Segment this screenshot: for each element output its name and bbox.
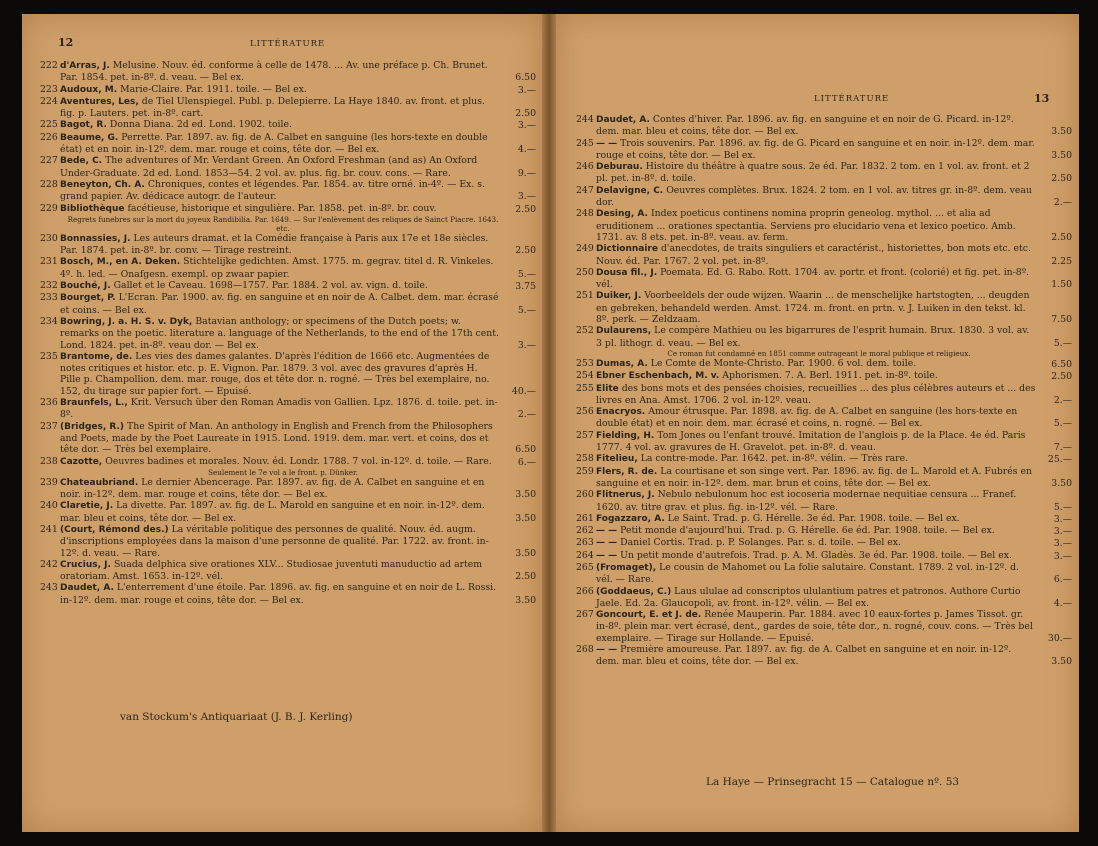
- entry-number: 254: [576, 370, 594, 382]
- entry-price: 2.50: [1051, 173, 1072, 185]
- entry-price: 3.—: [1053, 513, 1072, 525]
- entry-description: facétieuse, historique et singulière. Par. 1858. pet. in-8º. br. couv.: [127, 202, 437, 214]
- entry-number: 222: [40, 60, 58, 71]
- catalogue-entry: [40, 456, 536, 468]
- entry-description: The adventures of Mr. Verdant Green. An Oxford Freshman (and as) An Oxford Under-Graduate. 2d ed. Lond. 1853—54. 2 vol. av. plus. fig. br. couv. cons. — Rare.: [60, 155, 478, 179]
- catalogue-entry: [576, 358, 1072, 370]
- catalogue-entry: [40, 477, 536, 501]
- entry-description: Histoire du théâtre à quatre sous. 2e éd. Par. 1832. 2 tom. en 1 vol. av. front. et 2 pl. pet. in-8º. d. toile.: [596, 161, 1030, 185]
- catalogue-entry: [576, 466, 1072, 490]
- entry-author: Elite: [596, 383, 619, 394]
- entry-number: 255: [576, 382, 594, 394]
- running-head: LITTÉRATURE: [250, 39, 326, 49]
- entry-description: Le Saint. Trad. p. G. Hérelle. 3e éd. Par. 1908. toile. — Bel ex.: [667, 512, 960, 524]
- entry-author: Beaume, G.: [60, 132, 119, 143]
- entry-price: 5.—: [1053, 418, 1072, 430]
- entry-description: Marie-Claire. Par. 1911. toile. — Bel ex.: [120, 83, 307, 95]
- entry-author: Dumas, A.: [596, 358, 648, 369]
- catalogue-entry: [576, 525, 1072, 537]
- catalogue-entry: [576, 609, 1072, 644]
- entry-number: 252: [576, 325, 594, 337]
- entry-description: Aphorismen. 7. A. Berl. 1911. pet. in-8º. toile.: [722, 370, 938, 382]
- catalogue-entry: [576, 562, 1072, 586]
- entry-description: Les vies des dames galantes. D'après l'édition de 1666 etc. Augmentées de notes critiques et histor. etc. p. E. Vignon. Par. 1879. 3 vol. avec des gravures d'après H. Pille p. Champollion. dem. mar. rouge, dos et tête dor. n. rogné. — Très bel exemplaire, no. 152, du tirage sur papier fort. — Epuisé.: [60, 350, 490, 397]
- entry-author: (Fromaget),: [596, 562, 657, 573]
- entry-author: Audoux, M.: [60, 84, 118, 95]
- entry-price: 2.25: [1051, 255, 1072, 267]
- entry-author: Goncourt, E. et J. de.: [596, 610, 702, 621]
- catalogue-entry: [40, 233, 536, 257]
- catalogue-entry: [576, 208, 1072, 243]
- entry-description: Oeuvres complètes. Brux. 1824. 2 tom. en 1 vol. av. titres gr. in-8º. dem. veau dor.: [596, 184, 1032, 209]
- catalogue-entry: [576, 138, 1072, 162]
- catalogue-entry: [576, 453, 1072, 465]
- entry-price: 9.—: [517, 167, 536, 179]
- entry-number: 235: [40, 350, 58, 362]
- entry-description: Trois souvenirs. Par. 1896. av. fig. de G. Picard en sanguine et en noir. in-12º. dem. mar. rouge et coins, tête dor. — Bel ex.: [596, 137, 1035, 161]
- entry-note: Ce roman fut condamné en 1851 comme outrageant le moral publique et religieux.: [667, 348, 971, 358]
- entry-number: 258: [576, 453, 594, 465]
- entry-description: Contes d'hiver. Par. 1896. av. fig. en sanguine et en noir de G. Picard. in-12º. dem. mar. bleu et coins, tête dor. — Bel ex.: [596, 114, 1014, 138]
- entry-author: Chateaubriand.: [60, 477, 139, 488]
- entry-price: 3.50: [1051, 126, 1072, 138]
- entry-price: 3.75: [515, 281, 536, 293]
- entry-number: 227: [40, 155, 58, 167]
- entry-description: Le cousin de Mahomet ou La folie salutaire. Constant. 1789. 2 vol. in-12º. d. vél. — Rare.: [596, 561, 1019, 586]
- entry-number: 253: [576, 357, 594, 369]
- entry-author: Deburau.: [596, 162, 643, 173]
- entry-price: 2.—: [517, 409, 536, 421]
- entry-price: 3.—: [517, 120, 536, 132]
- entry-number: 245: [576, 137, 594, 149]
- catalogue-entry: [40, 155, 536, 179]
- entry-author: (Goddaeus, C.): [596, 586, 672, 597]
- entry-number: 229: [40, 202, 58, 214]
- entry-price: 2.50: [1051, 371, 1072, 383]
- entry-author: Braunfels, L.,: [60, 398, 128, 409]
- entry-description: Krit. Versuch über den Roman Amadis von Gallien. Lpz. 1876. d. toile. pet. in-8º.: [60, 397, 498, 421]
- catalogue-entry: [40, 582, 536, 606]
- entry-description: Donna Diana. 2d ed. Lond. 1902. toile.: [109, 119, 292, 131]
- entry-author: Flers, R. de.: [596, 466, 658, 477]
- catalogue-entry: [40, 316, 536, 351]
- entry-description: La contre-mode. Par. 1642. pet. in-8º. vélin. — Très rare.: [640, 453, 909, 465]
- entry-price: 3.—: [1053, 526, 1072, 538]
- entry-list: [576, 114, 1072, 668]
- entry-description: Daniel Cortis. Trad. p. P. Solanges. Par. s. d. toile. — Bel ex.: [620, 537, 902, 549]
- entry-price: 3.50: [1051, 656, 1072, 668]
- entry-description: de Tiel Ulenspiegel. Publ. p. Delepierre. La Haye 1840. av. front. et plus. fig. p. Lauters. pet. in-8º. cart.: [60, 95, 485, 120]
- catalogue-entry: [576, 406, 1072, 430]
- entry-price: 2.—: [1053, 394, 1072, 406]
- catalogue-entry: [576, 325, 1072, 349]
- entry-note: Regrets funebres sur la mort du joyeux Randibilia. Par. 1649. — Sur l'enlèvement des reliques de Sainct Piacre. 1643. etc.: [67, 214, 499, 233]
- catalogue-entry: [40, 256, 536, 280]
- entry-price: 2.50: [1051, 231, 1072, 243]
- entry-description: La divette. Par. 1897. av. fig. de L. Marold en sanguine et en noir. in-12º. dem. mar. bleu et coins, tête dor. — Bel ex.: [60, 500, 485, 524]
- entry-author: Ebner Eschenbach, M. v.: [596, 371, 720, 382]
- entry-description: Tom Jones ou l'enfant trouvé. Imitation de l'anglois p. de la Place. 4e éd. Paris 1777. 4 vol. av. gravures de H. Gravelot. pet. in-8º. d. veau.: [596, 429, 1026, 454]
- catalogue-entry: [576, 513, 1072, 525]
- entry-number: 257: [576, 429, 594, 441]
- entry-price: 5.—: [517, 268, 536, 280]
- entry-price: 3.50: [515, 512, 536, 524]
- entry-author: Crucius, J.: [60, 559, 111, 570]
- entry-price: 4.—: [517, 144, 536, 156]
- entry-number: 266: [576, 585, 594, 597]
- entry-author: Bourget, P.: [60, 293, 116, 304]
- entry-author: Daudet, A.: [596, 115, 650, 125]
- entry-author: Claretie, J.: [60, 501, 114, 512]
- entry-description: La courtisane et son singe vert. Par. 1896. av. fig. de L. Marold et A. Fubrés en sanguine et en noir. in-12º. dem. mar. brun et coins, tête dor. — Bel ex.: [596, 465, 1032, 489]
- entry-price: 3.50: [515, 489, 536, 501]
- entry-price: 3.50: [1051, 149, 1072, 161]
- catalogue-entry: [40, 421, 536, 456]
- entry-price: 4.—: [1053, 597, 1072, 609]
- entry-number: 261: [576, 512, 594, 524]
- entry-author: d'Arras, J.: [60, 61, 110, 71]
- entry-author: Fitelieu,: [596, 454, 638, 465]
- entry-number: 231: [40, 256, 58, 268]
- entry-number: 267: [576, 609, 594, 621]
- entry-description: La véritable politique des personnes de qualité. Nouv. éd. augm. d'inscriptions employées dans la maison d'une personne de qualité. Par. 1722. av. front. in-12º. d. veau. — Rare.: [60, 523, 489, 559]
- entry-price: 5.—: [1053, 337, 1072, 349]
- entry-price: 3.50: [515, 594, 536, 606]
- entry-author: Duiker, J.: [596, 291, 642, 302]
- entry-number: 236: [40, 397, 58, 409]
- entry-author: Desing, A.: [596, 209, 648, 220]
- entry-description: The Spirit of Man. An anthology in English and French from the Philosophers and Poets, made by the Poet Laureate in 1915. Lond. 1919. dem. mar. vert. et coins, dos et tête dor. — Très bel exemplaire.: [60, 420, 493, 456]
- entry-description: Suada delphica sive orationes XLV... Studiosae juventuti manuductio ad artem oratoriam. Amst. 1653. in-12º. vél.: [60, 558, 483, 583]
- entry-price: 6.50: [1051, 358, 1072, 370]
- entry-price: 2.50: [515, 108, 536, 120]
- entry-author: Flitnerus, J.: [596, 490, 655, 501]
- entry-number: 223: [40, 83, 58, 95]
- page-number: 12: [58, 36, 74, 49]
- entry-price: 3.—: [517, 84, 536, 96]
- entry-author: — —: [596, 550, 618, 561]
- catalogue-entry: [40, 500, 536, 524]
- entry-number: 225: [40, 119, 58, 131]
- entry-description: Oeuvres badines et morales. Nouv. éd. Londr. 1788. 7 vol. in-12º. d. toile. — Rare.: [105, 455, 492, 467]
- entry-author: Fogazzaro, A.: [596, 513, 665, 524]
- catalogue-entry: [576, 586, 1072, 610]
- catalogue-entry: [40, 96, 536, 120]
- entry-author: Bagot, R.: [60, 120, 107, 131]
- catalogue-entry: [576, 430, 1072, 454]
- entry-number: 256: [576, 406, 594, 418]
- entry-author: Beneyton, Ch. A.: [60, 179, 145, 190]
- catalogue-entry: [576, 383, 1072, 407]
- entry-description: Poemata. Ed. G. Rabo. Rott. 1704. av. portr. et front. (colorié) et fig. pet. in-8º. vél.: [596, 266, 1030, 291]
- entry-number: 224: [40, 95, 58, 107]
- entry-author: Brantome, de.: [60, 351, 133, 362]
- entry-author: Bibliothèque: [60, 203, 125, 214]
- entry-author: — —: [596, 526, 618, 537]
- entry-note: Seulement le 7e vol a le front. p. Dünker.: [208, 467, 358, 477]
- entry-author: Bowring, J. a. H. S. v. Dyk,: [60, 316, 193, 327]
- entry-price: 3.50: [1051, 477, 1072, 489]
- entry-number: 246: [576, 161, 594, 173]
- entry-description: Gallet et le Caveau. 1698—1757. Par. 1884. 2 vol. av. vign. d. toile.: [113, 280, 428, 292]
- entry-author: Bouché, J.: [60, 281, 111, 292]
- entry-number: 233: [40, 292, 58, 304]
- entry-description: Amour étrusque. Par. 1898. av. fig. de A. Calbet en sanguine (les hors-texte en double état) et en noir. dem. mar. écrasé et coins, n. rogné. — Bel ex.: [596, 406, 1018, 430]
- entry-number: 268: [576, 644, 594, 656]
- book-gutter: [542, 14, 556, 832]
- entry-number: 242: [40, 558, 58, 570]
- entry-number: 262: [576, 525, 594, 537]
- entry-price: 25.—: [1047, 454, 1072, 466]
- entry-number: 238: [40, 455, 58, 467]
- entry-number: 237: [40, 420, 58, 432]
- entry-description: L'enterrement d'une étoile. Par. 1896. av. fig. en sanguine et en noir de L. Rossi. in-12º. dem. mar. rouge et coins, tête dor. — Bel ex.: [60, 582, 497, 606]
- entry-author: Delavigne, C.: [596, 185, 664, 196]
- entry-number: 243: [40, 582, 58, 594]
- catalogue-entry: [40, 559, 536, 583]
- catalogue-entry: [576, 185, 1072, 209]
- entry-price: 5.—: [1053, 501, 1072, 513]
- entry-description: Laus ululae ad conscriptos ululantium patres et patronos. Authore Curtio Jaele. Ed. 2a. Glaucopoli, av. front. in-12º. vélin. — Bel ex.: [596, 585, 1021, 609]
- entry-description: Un petit monde d'autrefois. Trad. p. A. M. Gladès. 3e éd. Par. 1908. toile. — Bel ex.: [620, 549, 1012, 561]
- entry-price: 3.—: [1053, 550, 1072, 562]
- entry-description: des bons mots et des pensées choisies, recueillies ... des plus célèbres auteurs et ... des livres en Ana. Amst. 1706. 2 vol. in-12º. veau.: [596, 382, 1036, 406]
- catalogue-entry: [576, 537, 1072, 549]
- catalogue-entry: [576, 114, 1072, 138]
- entry-author: Aventures, Les,: [60, 96, 139, 107]
- entry-author: Daudet, A.: [60, 583, 114, 594]
- entry-number: 259: [576, 465, 594, 477]
- page-footer: La Haye — Prinsegracht 15 — Catalogue nº. 53: [706, 776, 960, 788]
- catalogue-entry: [40, 280, 536, 292]
- catalogue-entry: [40, 119, 536, 131]
- entry-description: Petit monde d'aujourd'hui. Trad. p. G. Hérelle. 6e éd. Par. 1908. toile. — Bel ex.: [620, 525, 995, 537]
- entry-price: 2.50: [515, 245, 536, 257]
- entry-description: Perrette. Par. 1897. av. fig. de A. Calbet en sanguine (les hors-texte en double état) et en noir. in-12º. dem. mar. rouge et coins, tête dor. — Bel ex.: [60, 131, 488, 156]
- catalogue-entry: [576, 290, 1072, 325]
- entry-description: Chroniques, contes et légendes. Par. 1854. av. titre orné. in-4º. — Ex. s. grand papier. Av. dédicace autogr. de l'auteur.: [60, 178, 485, 203]
- catalogue-entry: [576, 243, 1072, 267]
- catalogue-entry: [576, 161, 1072, 185]
- entry-list: [40, 60, 536, 606]
- entry-number: 249: [576, 243, 594, 255]
- entry-price: 1.50: [1051, 279, 1072, 291]
- entry-price: 2.50: [515, 571, 536, 583]
- entry-price: 7.50: [1051, 314, 1072, 326]
- catalogue-entry: [576, 489, 1072, 513]
- entry-description: d'anecdotes, de traits singuliers et caractérist., historiettes, bon mots etc. etc. Nouv. éd. Par. 1767. 2 vol. pet. in-8º.: [596, 243, 1031, 267]
- entry-number: 230: [40, 232, 58, 244]
- entry-number: 232: [40, 280, 58, 292]
- entry-description: Première amoureuse. Par. 1897. av. fig. de A. Calbet en sanguine et en noir. in-12º. dem. mar. bleu et coins, tête dor. — Bel ex.: [596, 644, 1012, 668]
- right-page: [556, 14, 1079, 832]
- entry-author: Fielding, H.: [596, 430, 655, 441]
- catalogue-entry: [576, 370, 1072, 382]
- entry-description: L'Ecran. Par. 1900. av. fig. en sanguine et en noir de A. Calbet. dem. mar. écrasé et coins. — Bel ex.: [60, 292, 499, 316]
- entry-price: 3.50: [515, 547, 536, 559]
- entry-number: 264: [576, 549, 594, 561]
- entry-number: 226: [40, 131, 58, 143]
- entry-price: 5.—: [517, 304, 536, 316]
- entry-number: 241: [40, 523, 58, 535]
- entry-price: 30.—: [1047, 632, 1072, 644]
- entry-description: Renée Mauperin. Par. 1884. avec 10 eaux-fortes p. James Tissot. gr. in-8º. plein mar. vert écrasé, dent., gardes de soie, tête dor., n. rogné, couv. cons. — Très bel exemplaire. — Tirage sur Hollande. — Epuisé.: [596, 609, 1033, 644]
- catalogue-entry: [40, 179, 536, 203]
- entry-price: 6.50: [515, 72, 536, 84]
- entry-author: Dousa fil., J.: [596, 267, 658, 278]
- entry-price: 2.50: [515, 203, 536, 215]
- entry-price: 3.—: [517, 339, 536, 351]
- entry-number: 239: [40, 476, 58, 488]
- entry-price: 6.—: [1053, 574, 1072, 586]
- entry-author: (Bridges, R.): [60, 421, 125, 432]
- entry-number: 240: [40, 500, 58, 512]
- entry-number: 263: [576, 537, 594, 549]
- catalogue-entry: [576, 644, 1072, 668]
- entry-number: 247: [576, 184, 594, 196]
- entry-description: Nebulo nebulonum hoc est iocoseria modernae nequitiae censura ... Franef. 1620. av. titre grav. et plus. fig. in-12º. vél. — Rare.: [596, 489, 1017, 513]
- entry-price: 2.—: [1053, 197, 1072, 209]
- entry-author: Cazotte,: [60, 456, 103, 467]
- entry-price: 6.—: [517, 456, 536, 468]
- entry-number: 250: [576, 266, 594, 278]
- entry-number: 265: [576, 561, 594, 573]
- catalogue-entry: [40, 397, 536, 421]
- catalogue-entry: [40, 524, 536, 559]
- entry-price: 40.—: [511, 385, 536, 397]
- entry-description: Les auteurs dramat. et la Comédie française à Paris aux 17e et 18e siècles. Par. 1874. pet. in-8º. br. conv. — Tirage restreint.: [60, 232, 489, 257]
- catalogue-entry: [40, 132, 536, 156]
- entry-description: Stichtelijke gedichten. Amst. 1775. m. gegrav. titel d. R. Vinkeles. 4º. h. led. — Onafgesn. exempl. op zwaar papier.: [60, 256, 494, 280]
- entry-description: Melusine. Nouv. éd. conforme à celle de 1478. ... Av. une préface p. Ch. Brunet. Par. 1854. pet. in-8º. d. veau. — Bel ex.: [60, 60, 488, 84]
- entry-author: — —: [596, 538, 618, 549]
- catalogue-entry: [40, 60, 536, 84]
- entry-author: Bosch, M., en A. Deken.: [60, 257, 181, 268]
- entry-description: Index poeticus continens nomina proprin geneolog. mythol. ... et alia ad eruditionem ... orationes spectantia. Serviens pro elucidario vena et lexico poetico. Amb. 1731. av. 8 ets. pet. in-8º. veau. av. ferm.: [596, 208, 1016, 243]
- page-number: 13: [1034, 92, 1050, 105]
- entry-author: Bonnassies, J.: [60, 233, 131, 244]
- entry-price: 3.—: [517, 191, 536, 203]
- entry-number: 260: [576, 489, 594, 501]
- page-footer: van Stockum's Antiquariaat (J. B. J. Kerling): [120, 711, 353, 723]
- entry-number: 251: [576, 290, 594, 302]
- entry-author: — —: [596, 645, 618, 656]
- running-head: LITTÉRATURE: [814, 94, 890, 104]
- entry-number: 228: [40, 178, 58, 190]
- entry-author: (Court, Rémond des.): [60, 524, 169, 535]
- catalogue-entry: [576, 267, 1072, 291]
- entry-price: 7.—: [1053, 442, 1072, 454]
- entry-description: Le compère Mathieu ou les bigarrures de l'esprit humain. Brux. 1830. 3 vol. av. 3 pl. lithogr. d. veau. — Bel ex.: [596, 325, 1030, 349]
- entry-description: Le Comte de Monte-Christo. Par. 1900. 6 vol. dem. toile.: [650, 357, 917, 369]
- catalogue-entry: [40, 351, 536, 397]
- entry-description: Voorbeeldels der oude wijzen. Waarin ... de menschelijke hartstogten, ... deugden en gebreken, behandeld werden. Amst. 1724. m. front. en prtn. v. J. Luiken in den tekst. kl. 8º. perk. — Zeldzaam.: [596, 290, 1030, 326]
- entry-author: — —: [596, 138, 618, 149]
- entry-price: 6.50: [515, 444, 536, 456]
- entry-author: Dulaurens,: [596, 326, 652, 337]
- entry-description: Le dernier Abencerage. Par. 1897. av. fig. de A. Calbet en sanguine et en noir. in-12º. dem. mar. rouge et coins, tête dor. — Bel ex.: [60, 476, 485, 501]
- catalogue-entry: [40, 84, 536, 96]
- catalogue-entry: [40, 203, 536, 215]
- entry-author: Enacryos.: [596, 407, 646, 418]
- left-page: [22, 14, 542, 832]
- catalogue-entry: [576, 550, 1072, 562]
- entry-author: Bede, C.: [60, 156, 103, 167]
- entry-number: 248: [576, 208, 594, 220]
- entry-author: Dictionnaire: [596, 244, 658, 255]
- entry-number: 244: [576, 114, 594, 125]
- entry-description: Batavian anthology; or specimens of the Dutch poets; w. remarks on the poetic. literature a. language of the Netherlands, to the end of the 17th cent. Lond. 1824. pet. in-8º. veau dor. — Bel ex.: [60, 315, 499, 351]
- entry-number: 234: [40, 315, 58, 327]
- entry-price: 3.—: [1053, 538, 1072, 550]
- catalogue-entry: [40, 292, 536, 316]
